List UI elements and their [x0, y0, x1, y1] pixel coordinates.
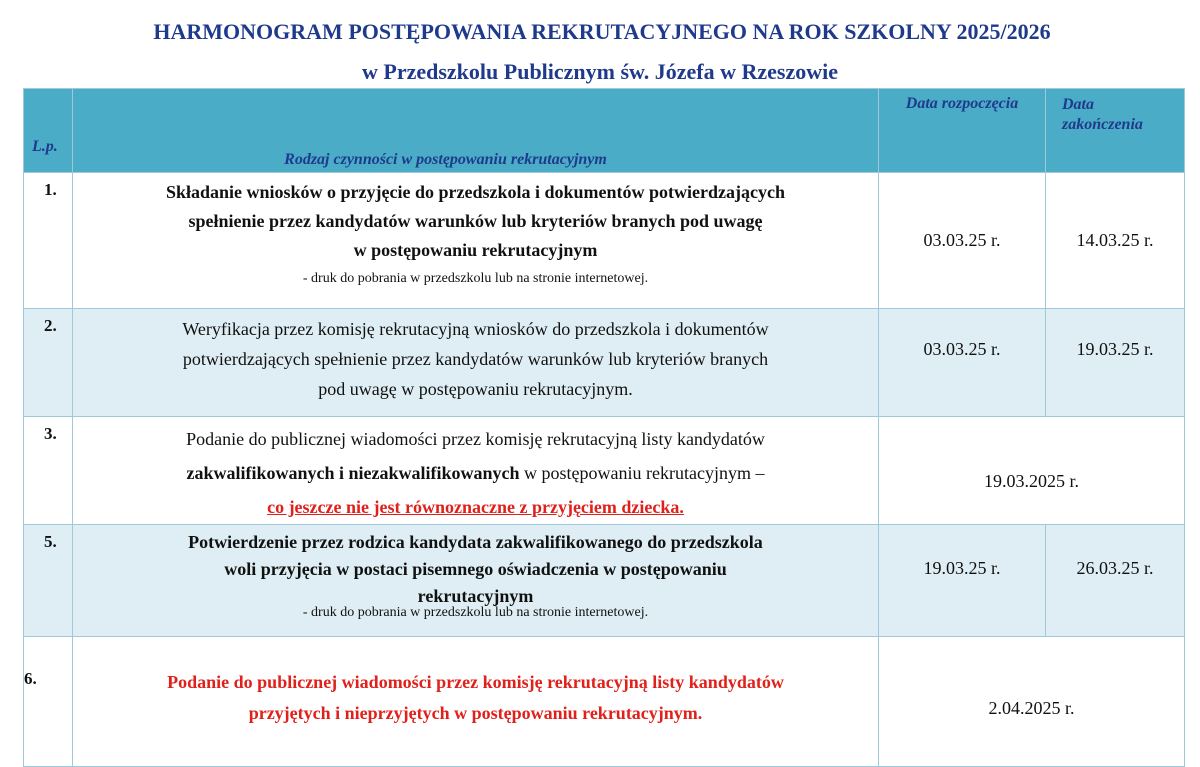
- result-date: 2.04.2025 r.: [879, 637, 1185, 767]
- activity-line: przyjętych i nieprzyjętych w postępowaniu rekrutacyjnym.: [248, 703, 703, 723]
- activity-line: Weryfikacja przez komisję rekrutacyjną wniosków do przedszkola i dokumentów: [182, 319, 769, 339]
- activity-line-rest: w postępowaniu rekrutacyjnym –: [519, 463, 765, 483]
- row-number: 2.: [24, 309, 73, 417]
- activity-note: - druk do pobrania w przedszkolu lub na stronie internetowej.: [302, 605, 649, 620]
- row-number: 5.: [24, 525, 73, 637]
- document-title: HARMONOGRAM POSTĘPOWANIA REKRUTACYJNEGO NA ROK SZKOLNY 2025/2026: [153, 19, 1051, 44]
- start-date: 03.03.25 r.: [879, 309, 1046, 417]
- activity-line: potwierdzających spełnienie przez kandydatów warunków lub kryteriów branych: [182, 349, 769, 369]
- row-activity: [73, 309, 879, 417]
- end-date: 14.03.25 r.: [1046, 173, 1185, 309]
- table-row: [24, 173, 1185, 309]
- row-activity: [73, 173, 879, 309]
- activity-line: w postępowaniu rekrutacyjnym: [353, 240, 598, 260]
- row-number: 1.: [24, 173, 73, 309]
- warning-text: co jeszcze nie jest równoznaczne z przyjęciem dziecka.: [267, 497, 684, 517]
- activity-line: Podanie do publicznej wiadomości przez komisję rekrutacyjną listy kandydatów: [186, 429, 765, 449]
- header-activity: [73, 89, 879, 173]
- activity-line: rekrutacyjnym: [417, 586, 534, 606]
- activity-line: pod uwagę w postępowaniu rekrutacyjnym.: [318, 379, 633, 399]
- header-start-date: Data rozpoczęcia: [879, 89, 1046, 173]
- activity-line: Składanie wniosków o przyjęcie do przedszkola i dokumentów potwierdzających: [165, 182, 785, 202]
- header-end-line2: zakończenia: [1062, 116, 1143, 133]
- end-date: 26.03.25 r.: [1046, 525, 1185, 637]
- row-number: 6.: [24, 637, 73, 767]
- header-end-line1: Data: [1062, 96, 1094, 113]
- activity-line-bold: zakwalifikowanych i niezakwalifikowanych: [186, 463, 520, 483]
- activity-line: woli przyjęcia w postaci pisemnego oświadczenia w postępowaniu: [224, 559, 727, 579]
- header-end-date: [1046, 89, 1185, 173]
- header-activity-label: Rodzaj czynności w postępowaniu rekrutacyjnym: [284, 151, 607, 168]
- schedule-table: [23, 88, 1185, 767]
- row-number: 3.: [24, 417, 73, 525]
- activity-note: - druk do pobrania w przedszkolu lub na stronie internetowej.: [302, 271, 649, 286]
- table-row: [24, 309, 1185, 417]
- publication-date: 19.03.2025 r.: [879, 417, 1185, 525]
- end-date: 19.03.25 r.: [1046, 309, 1185, 417]
- table-row: [24, 637, 1185, 767]
- activity-line: Potwierdzenie przez rodzica kandydata zakwalifikowanego do przedszkola: [188, 532, 763, 552]
- header-lp: L.p.: [24, 89, 73, 173]
- start-date: 19.03.25 r.: [879, 525, 1046, 637]
- start-date: 03.03.25 r.: [879, 173, 1046, 309]
- document-subtitle: w Przedszkolu Publicznym św. Józefa w Rzeszowie: [362, 59, 838, 84]
- row-activity: [73, 637, 879, 767]
- table-row: [24, 417, 1185, 525]
- activity-line: Podanie do publicznej wiadomości przez komisję rekrutacyjną listy kandydatów: [167, 672, 784, 692]
- table-header-row: [24, 89, 1185, 173]
- table-row: [24, 525, 1185, 637]
- row-activity: [73, 417, 879, 525]
- row-activity: [73, 525, 879, 637]
- activity-line: spełnienie przez kandydatów warunków lub kryteriów branych pod uwagę: [188, 211, 763, 231]
